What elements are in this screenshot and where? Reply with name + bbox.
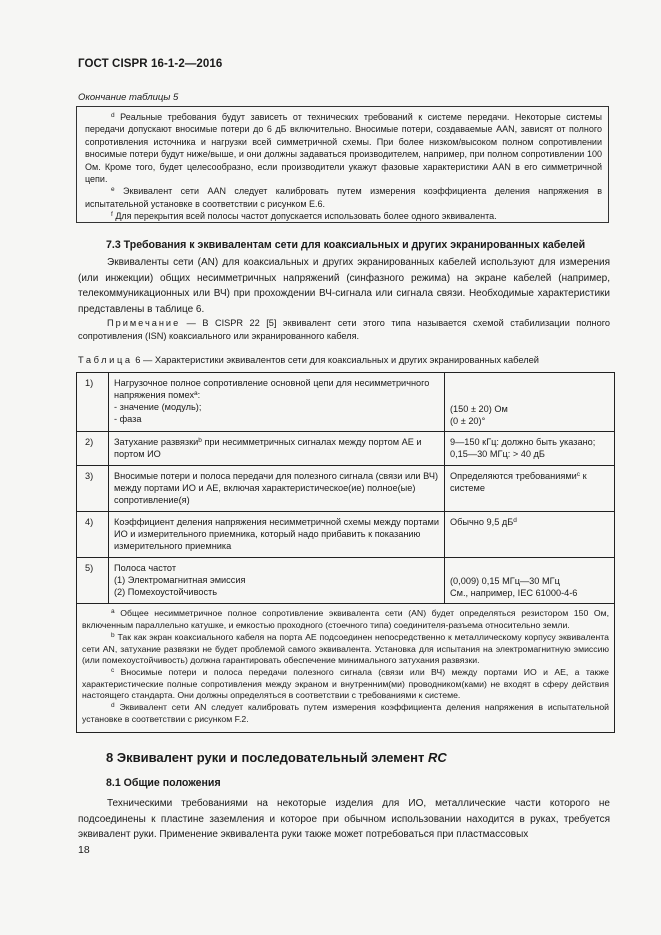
- row-value: (150 ± 20) Ом (0 ± 20)°: [445, 373, 615, 432]
- row-value: 9—150 кГц: должно быть указано; 0,15—30 МГц: > 40 дБ: [445, 431, 615, 465]
- row-number: 1): [77, 373, 109, 432]
- page-number: 18: [78, 844, 90, 856]
- table-footnotes-row: [77, 604, 615, 733]
- footnote-b: $^b$ Так как экран коаксиального кабеля на порта АЕ подсоединен непосредственно к металлическому корпусу эквивалента сети AN, затухание развязки не будет проблемой самого эквивалента. Установка для испытания на электромагнитную эмиссию (или помехоустойчивость) должна гарантировать обеспечение минимального затухания развязки.: [82, 631, 609, 666]
- row-description: Нагрузочное полное сопротивление основной цепи для несимметричного напряжения помех$^а$: - значение (модуль); - фаза: [109, 373, 445, 432]
- footnote-a: $^а$ Общее несимметричное полное сопротивление эквивалента сети (AN) будет определяться резистором 150 Ом, включенным параллельно катушке, и емкостью проходного (стоечного типа) соединителя-разъема относительно земли.: [82, 608, 610, 631]
- table6: [76, 372, 615, 733]
- table-row: [77, 373, 615, 432]
- row-number: 5): [77, 558, 109, 604]
- section-8-1-paragraph: Техническими требованиями на некоторые изделия для ИО, металлические части которого не подсоединены к пластине заземления и которое при обычном использовании находится в руках, требуется эквивалент руки. Применение эквивалента руки также может потребоваться при пластмассовых: [78, 798, 610, 841]
- row-description: Полоса частот (1) Электромагнитная эмиссия (2) Помехоустойчивость: [109, 558, 445, 604]
- section-8-1-heading: 8.1 Общие положения: [106, 777, 221, 789]
- table-row: [77, 465, 615, 511]
- note-label: Примечание: [107, 318, 181, 328]
- footnote-d-table6: $^d$ Эквивалент сети AN следует калибровать путем измерения коэффициента деления напряжения в испытательной установке в соответствии с рисунком F.2.: [82, 702, 609, 724]
- footnote-e: $^e$ Эквивалент сети AAN следует калибровать путем измерения коэффициента деления напряжения в испытательной установке в соответствии с рисунком Е.6.: [85, 186, 602, 209]
- row-value: Определяются требованиями$^c$ к системе: [445, 465, 615, 511]
- footnote-c: $^c$ Вносимые потери и полоса передачи полезного сигнала (связи или ВЧ) между портами ИО и АЕ, а также характеристические полные сопротивления между экраном и внутренним(ми) проводником(ками) не входят в сферу действия настоящего стандарта. Они должны определяться в соответствии с требованиями к системе.: [82, 666, 610, 701]
- row-number: 4): [77, 511, 109, 557]
- table-row: [77, 511, 615, 557]
- table6-footnotes: [77, 604, 615, 733]
- row-value: (0,009) 0,15 МГц—30 МГц См., например, IEC 61000-4-6: [445, 558, 615, 604]
- section-7-3-note: Примечание — В CISPR 22 [5] эквивалент сети этого типа называется схемой стабилизации полного сопротивления (ISN) коаксиального или экранированного кабеля.: [78, 318, 610, 341]
- row-description: Затухание развязки$^b$ при несимметричных сигналах между портом АЕ и портом ИО: [109, 431, 445, 465]
- table5-footnotes-box: [76, 106, 609, 223]
- table-row: [77, 431, 615, 465]
- table-row: [77, 558, 615, 604]
- table-continuation-label: Окончание таблицы 5: [78, 92, 179, 103]
- row-value: Обычно 9,5 $дБ^d$: [445, 511, 615, 557]
- section-8-heading: 8 Эквивалент руки и последовательный элемент RC: [106, 750, 447, 765]
- section-7-3-heading: 7.3 Требования к эквивалентам сети для коаксиальных и других экранированных кабелей: [106, 239, 586, 251]
- row-number: 3): [77, 465, 109, 511]
- row-description: Вносимые потери и полоса передачи для полезного сигнала (связи или ВЧ) между портами ИО и АЕ, включая характеристическое(ие) полное(ые) сопротивление(я): [109, 465, 445, 511]
- table6-caption: Таблица 6 — Характеристики эквивалентов сети для коаксиальных и других экранированных кабелей: [78, 355, 539, 365]
- document-header: ГОСТ CISPR 16-1-2—2016: [78, 58, 223, 70]
- row-number: 2): [77, 431, 109, 465]
- row-description: Коэффициент деления напряжения несимметричной схемы между портами ИО и измерительного приемника, который надо прибавить к показанию измерительного приемника: [109, 511, 445, 557]
- footnote-f: $^f$ Для перекрытия всей полосы частот допускается использовать более одного эквивалента.: [111, 211, 497, 222]
- section-7-3-paragraph: Эквиваленты сети (AN) для коаксиальных и других экранированных кабелей используют для измерения (или инжекции) общих несимметричных напряжений (синфазного режима) на экране кабелей (например, телекоммуникационных или ВЧ) при прохождении ВЧ-сигнала или сигнала связи. Необходимые характеристики представлены в таблице 6.: [78, 257, 610, 315]
- footnote-d: $^d$ Реальные требования будут зависеть от технических требований к системе передачи. Некоторые системы передачи допускают вносимые потери до 6 дБ включительно. Вносимые потери, создаваемые AAN, зависят от полного сопротивления источника и нагрузки всей симметричной схемы. При более низком/высоком полном сопротивлении вносимые потери будут ниже/выше, и они должны задаваться производителем, например, при полном сопротивлении 100 Ом. Кроме того, будет целесообразно, если производители укажут фазовые характеристики AAN в его симметричной цепи.: [85, 112, 602, 185]
